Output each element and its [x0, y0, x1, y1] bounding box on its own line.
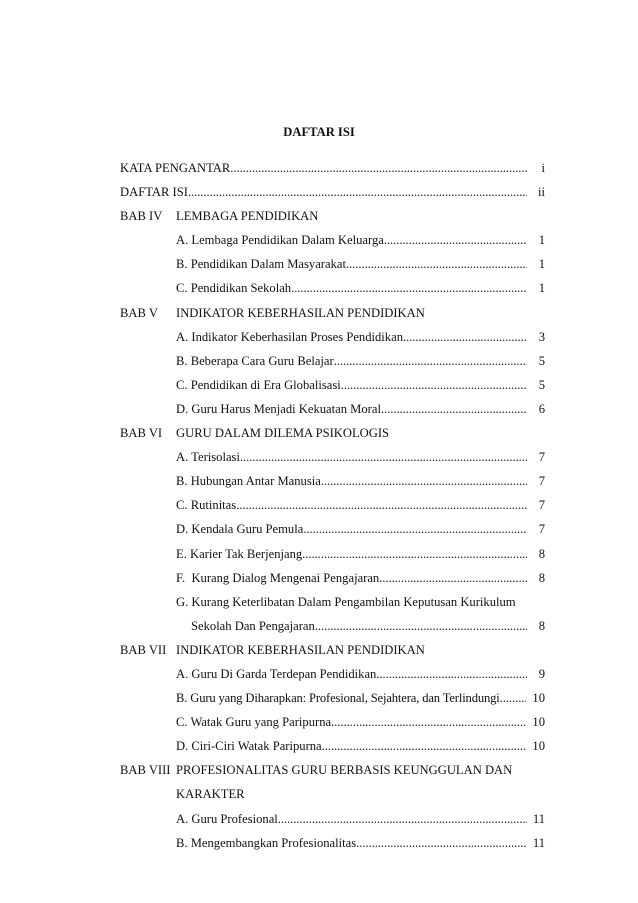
leader-dots [188, 180, 527, 204]
toc-label: DAFTAR ISI [120, 185, 188, 200]
toc-entry [120, 734, 545, 758]
toc-page: ii [538, 185, 545, 200]
chapter-number: BAB VII [120, 642, 167, 657]
leader-dots [346, 252, 527, 276]
toc-entry [120, 180, 545, 204]
chapter-heading [120, 421, 545, 445]
toc-page: 1 [538, 257, 545, 272]
leader-dots [334, 349, 527, 373]
toc-label: B. Beberapa Cara Guru Belajar [176, 353, 334, 368]
toc-label: G. Kurang Keterlibatan Dalam Pengambilan Keputusan Kurikulum [176, 594, 516, 609]
toc-label: A. Guru Di Garda Terdepan Pendidikan [176, 666, 377, 681]
toc-label: D. Kendala Guru Pemula [176, 522, 304, 537]
toc-label: Sekolah Dan Pengajaran [191, 618, 315, 633]
toc-entry [120, 614, 545, 638]
chapter-number: BAB V [120, 305, 158, 320]
chapter-heading [120, 638, 545, 662]
page-title: DAFTAR ISI [283, 125, 355, 139]
table-of-contents [120, 156, 545, 855]
leader-dots [278, 807, 527, 831]
toc-label: D. Ciri-Ciri Watak Paripurna [176, 739, 322, 754]
toc-entry [120, 710, 545, 734]
toc-label: D. Guru Harus Menjadi Kekuatan Moral [176, 401, 381, 416]
leader-dots [236, 493, 527, 517]
toc-page: 10 [532, 739, 545, 754]
chapter-title: PROFESIONALITAS GURU BERBASIS KEUNGGULAN DAN [176, 763, 513, 778]
toc-page: 7 [538, 522, 545, 537]
leader-dots [379, 566, 527, 590]
toc-label: A. Guru Profesional [176, 811, 278, 826]
toc-page: 11 [532, 811, 545, 826]
toc-page: 1 [538, 281, 545, 296]
chapter-title: INDIKATOR KEBERHASILAN PENDIDIKAN [176, 642, 425, 657]
toc-label: A. Indikator Keberhasilan Proses Pendidikan [176, 329, 403, 344]
leader-dots [321, 469, 527, 493]
toc-page: 7 [538, 450, 545, 465]
leader-dots [322, 734, 527, 758]
leader-dots [315, 614, 527, 638]
leader-dots [291, 276, 527, 300]
leader-dots [384, 228, 527, 252]
toc-entry [120, 276, 545, 300]
toc-label: A. Lembaga Pendidikan Dalam Keluarga [176, 233, 384, 248]
chapter-heading-continued [120, 782, 545, 806]
toc-label: B. Pendidikan Dalam Masyarakat [176, 257, 346, 272]
toc-label: C. Watak Guru yang Paripurna [176, 715, 332, 730]
toc-page: 3 [538, 329, 545, 344]
toc-entry [120, 493, 545, 517]
toc-page: 8 [538, 546, 545, 561]
leader-dots [500, 686, 527, 710]
chapter-heading [120, 301, 545, 325]
toc-entry [120, 542, 545, 566]
leader-dots [356, 831, 527, 855]
toc-entry [120, 252, 545, 276]
toc-page: 10 [532, 715, 545, 730]
toc-label: A. Terisolasi [176, 450, 240, 465]
toc-page: 1 [538, 233, 545, 248]
toc-entry [120, 325, 545, 349]
toc-label: F. Kurang Dialog Mengenai Pengajaran [176, 570, 380, 585]
chapter-number: BAB VIII [120, 763, 171, 778]
chapter-title: INDIKATOR KEBERHASILAN PENDIDIKAN [176, 305, 425, 320]
toc-entry [120, 156, 545, 180]
toc-page: 8 [538, 570, 545, 585]
toc-entry [120, 397, 545, 421]
toc-label: KATA PENGANTAR [120, 161, 231, 175]
toc-label: B. Guru yang Diharapkan: Profesional, Sejahtera, dan Terlindungi [176, 691, 500, 706]
toc-page: 9 [538, 666, 545, 681]
toc-entry [120, 228, 545, 252]
toc-label: B. Mengembangkan Profesionalitas [176, 835, 357, 850]
toc-entry [120, 566, 545, 590]
leader-dots [230, 156, 527, 180]
toc-entry [120, 686, 545, 710]
leader-dots [341, 373, 527, 397]
toc-page: 7 [538, 474, 545, 489]
toc-entry [120, 349, 545, 373]
toc-entry [120, 373, 545, 397]
chapter-heading [120, 204, 545, 228]
leader-dots [240, 445, 527, 469]
toc-entry [120, 517, 545, 541]
toc-page: 11 [532, 835, 545, 850]
chapter-title: GURU DALAM DILEMA PSIKOLOGIS [176, 426, 390, 441]
leader-dots [303, 517, 527, 541]
toc-page: 8 [538, 618, 545, 633]
leader-dots [381, 397, 527, 421]
toc-entry [120, 590, 545, 614]
toc-label: C. Pendidikan di Era Globalisasi [176, 377, 341, 392]
toc-page: i [541, 161, 545, 175]
toc-page: 6 [538, 401, 545, 416]
toc-label: C. Rutinitas [176, 498, 237, 513]
toc-entry [120, 807, 545, 831]
chapter-heading [120, 758, 545, 782]
leader-dots [331, 710, 526, 734]
toc-page: 10 [532, 691, 545, 706]
chapter-number: BAB VI [120, 426, 163, 441]
toc-page: 5 [538, 377, 545, 392]
toc-entry [120, 831, 545, 855]
toc-entry [120, 469, 545, 493]
toc-label: B. Hubungan Antar Manusia [176, 474, 321, 489]
chapter-number: BAB IV [120, 209, 163, 224]
toc-page: 5 [538, 353, 545, 368]
chapter-title: LEMBAGA PENDIDIKAN [176, 209, 319, 224]
leader-dots [376, 662, 527, 686]
toc-entry [120, 445, 545, 469]
leader-dots [302, 542, 527, 566]
toc-page: 7 [538, 498, 545, 513]
toc-label: E. Karier Tak Berjenjang [176, 546, 303, 561]
toc-label: C. Pendidikan Sekolah [176, 281, 292, 296]
chapter-title: KARAKTER [176, 787, 245, 802]
toc-entry [120, 662, 545, 686]
leader-dots [403, 325, 527, 349]
